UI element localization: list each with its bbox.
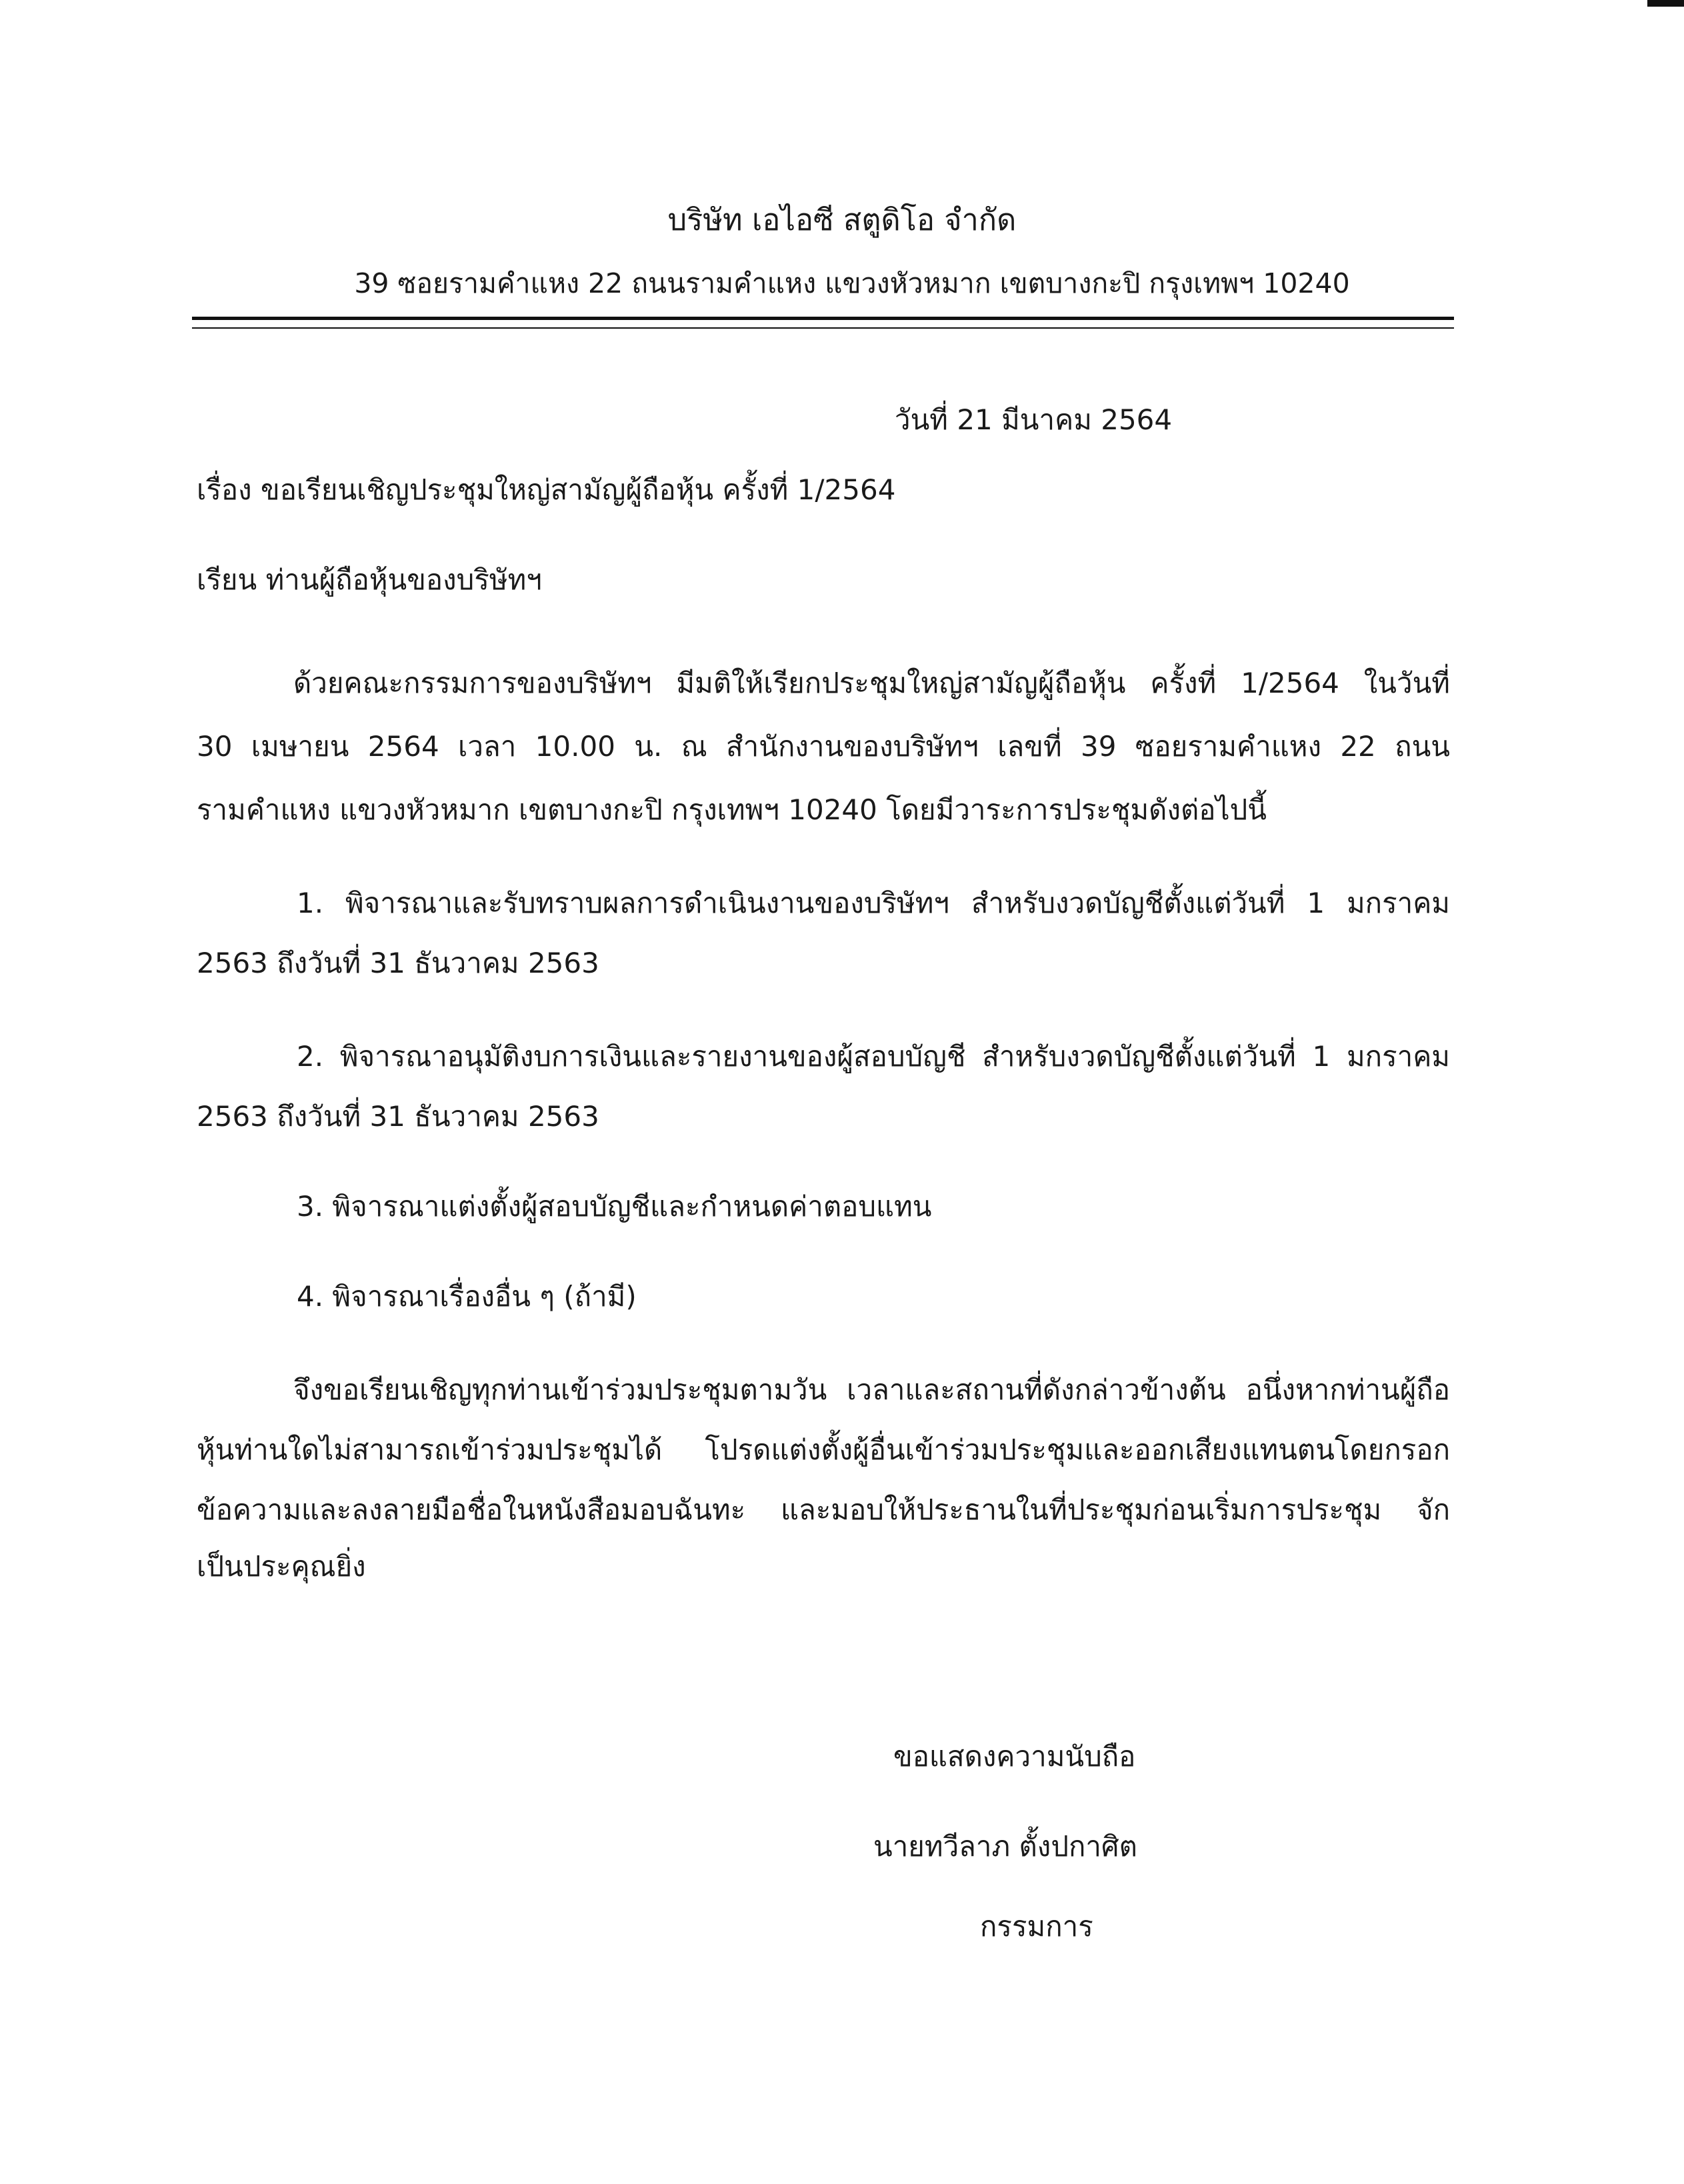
agenda-item-1-line-2: 2563 ถึงวันที่ 31 ธันวาคม 2563 (197, 947, 599, 979)
signatory-title: กรรมการ (980, 1910, 1093, 1943)
intro-line-3: รามคำแหง แขวงหัวหมาก เขตบางกะปิ กรุงเทพฯ 10240 โดยมีวาระการประชุมดังต่อไปนี้ (197, 793, 1267, 826)
scan-edge-mark (1647, 0, 1684, 7)
letter-date: วันที่ 21 มีนาคม 2564 (895, 403, 1173, 436)
signatory-name: นายทวีลาภ ตั้งปกาศิต (873, 1830, 1137, 1863)
body-line-1: จึงขอเรียนเชิญทุกท่านเข้าร่วมประชุมตามวัน เวลาและสถานที่ดังกล่าวข้างต้น อนึ่งหากท่านผู้ถือ (293, 1373, 1450, 1406)
agenda-item-2-line-2: 2563 ถึงวันที่ 31 ธันวาคม 2563 (197, 1100, 599, 1133)
company-address: 39 ซอยรามคำแหง 22 ถนนรามคำแหง แขวงหัวหมาก เขตบางกะปิ กรุงเทพฯ 10240 (354, 267, 1350, 299)
body-line-4: เป็นประคุณยิ่ง (197, 1550, 366, 1583)
closing-phrase: ขอแสดงความนับถือ (893, 1740, 1136, 1773)
agenda-item-2-line-1: 2. พิจารณาอนุมัติงบการเงินและรายงานของผู้สอบบัญชี สำหรับงวดบัญชีตั้งแต่วันที่ 1 มกราคม (297, 1040, 1450, 1073)
agenda-item-1-line-1: 1. พิจารณาและรับทราบผลการดำเนินงานของบริษัทฯ สำหรับงวดบัญชีตั้งแต่วันที่ 1 มกราคม (297, 887, 1450, 919)
intro-line-2: 30 เมษายน 2564 เวลา 10.00 น. ณ สำนักงานของบริษัทฯ เลขที่ 39 ซอยรามคำแหง 22 ถนน (197, 730, 1450, 763)
body-line-3: ข้อความและลงลายมือชื่อในหนังสือมอบฉันทะ และมอบให้ประธานในที่ประชุมก่อนเริ่มการประชุม จัก (197, 1493, 1450, 1526)
letter-subject: เรื่อง ขอเรียนเชิญประชุมใหญ่สามัญผู้ถือหุ้น ครั้งที่ 1/2564 (197, 473, 896, 506)
company-name: บริษัท เอไอซี สตูดิโอ จำกัด (667, 202, 1017, 237)
agenda-item-4: 4. พิจารณาเรื่องอื่น ๆ (ถ้ามี) (297, 1280, 637, 1313)
letterhead-divider (192, 317, 1454, 329)
agenda-item-3: 3. พิจารณาแต่งตั้งผู้สอบบัญชีและกำหนดค่าตอบแทน (297, 1190, 932, 1223)
letter-salutation: เรียน ท่านผู้ถือหุ้นของบริษัทฯ (197, 563, 542, 596)
body-line-2: หุ้นท่านใดไม่สามารถเข้าร่วมประชุมได้ โปรดแต่งตั้งผู้อื่นเข้าร่วมประชุมและออกเสียงแทนตนโดยกรอก (197, 1433, 1450, 1466)
intro-line-1: ด้วยคณะกรรมการของบริษัทฯ มีมติให้เรียกประชุมใหญ่สามัญผู้ถือหุ้น ครั้งที่ 1/2564 ในวันที่ (293, 667, 1450, 699)
